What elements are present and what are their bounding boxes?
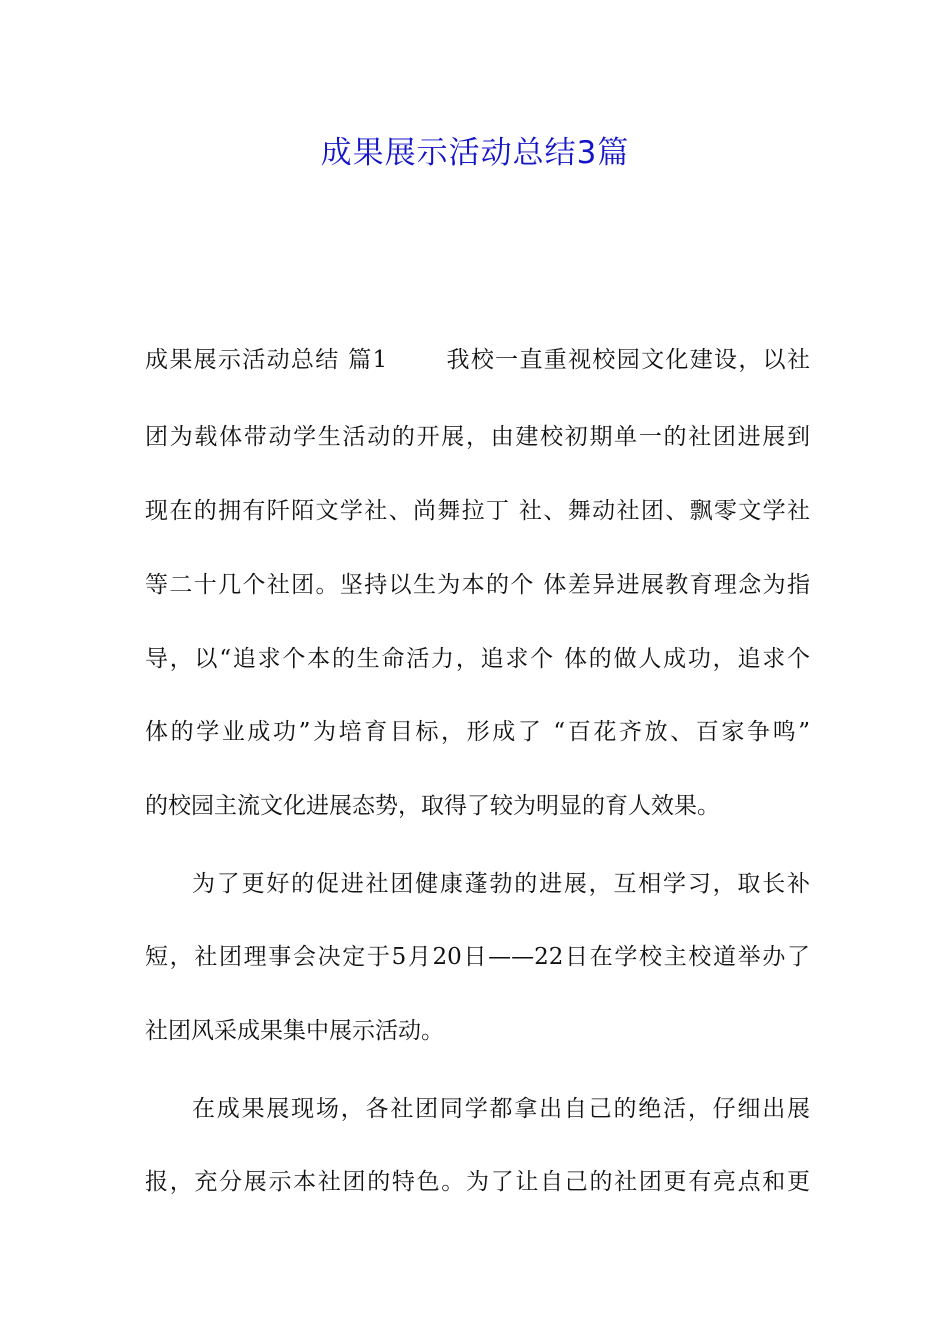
paragraph-line: 为了更好的促进社团健康蓬勃的进展，互相学习，取长补 xyxy=(192,871,810,897)
section-heading: 成果展示活动总结 篇1 xyxy=(145,347,388,373)
paragraph-line: 短，社团理事会决定于5月20日——22日在学校主校道举办了 xyxy=(145,944,810,970)
paragraph-line: 体的学业成功”为培育目标，形成了 “百花齐放、百家争鸣” xyxy=(145,719,810,745)
document-title: 成果展示活动总结3篇 xyxy=(320,135,630,171)
paragraph-line: 导，以“追求个本的生命活力，追求个 体的做人成功，追求个 xyxy=(145,646,810,672)
paragraph-line: 社团风采成果集中展示活动。 xyxy=(145,1018,444,1044)
paragraph-line: 团为载体带动学生活动的开展，由建校初期单一的社团进展到 xyxy=(145,424,810,450)
paragraph-line: 在成果展现场，各社团同学都拿出自己的绝活，仔细出展 xyxy=(192,1096,810,1122)
paragraph-line: 的校园主流文化进展态势，取得了较为明显的育人效果。 xyxy=(145,793,720,819)
paragraph-line: 报，充分展示本社团的特色。为了让自己的社团更有亮点和更 xyxy=(145,1169,810,1195)
paragraph-line xyxy=(145,344,810,376)
paragraph-line: 现在的拥有阡陌文学社、尚舞拉丁 社、舞动社团、飘零文学社 xyxy=(145,498,810,524)
paragraph-line: 等二十几个社团。坚持以生为本的个 体差异进展教育理念为指 xyxy=(145,572,810,598)
paragraph-text: 我校一直重视校园文化建设，以社 xyxy=(445,347,811,373)
